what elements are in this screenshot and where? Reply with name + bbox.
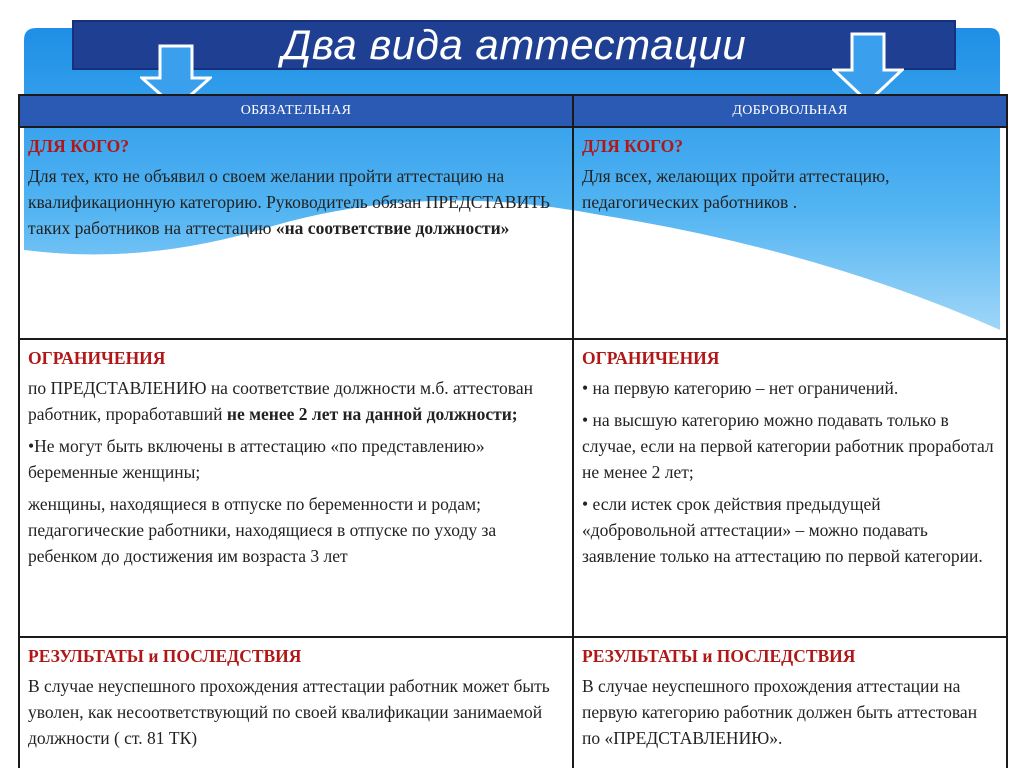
page-title: Два вида аттестации: [281, 21, 747, 68]
paragraph-bold-text: не менее 2 лет на данной должности;: [226, 404, 518, 424]
cell-mandatory-results: [19, 637, 573, 768]
attestation-table: [18, 94, 1008, 768]
cell-paragraph: Для всех, желающих пройти аттестацию, педагогических работников .: [582, 166, 890, 212]
cell-paragraph: [28, 375, 564, 427]
cell-paragraph: женщины, находящиеся в отпуске по беременности и родам; педагогические работники, находящиеся в отпуске по уходу за ребенком до достижения им возраста 3 лет: [28, 494, 497, 566]
column-header-voluntary: ДОБРОВОЛЬНАЯ: [573, 95, 1007, 127]
section-heading: ОГРАНИЧЕНИЯ: [28, 348, 166, 368]
section-heading: РЕЗУЛЬТАТЫ и ПОСЛЕДСТВИЯ: [582, 646, 856, 666]
paragraph-text: по ПРЕДСТАВЛЕНИЮ на соответствие должности м.б. аттестован работник, проработавший: [28, 378, 533, 424]
cell-paragraph: •Не могут быть включены в аттестацию «по представлению» беременные женщины;: [28, 436, 485, 482]
table-row: [19, 637, 1007, 768]
column-header-mandatory: ОБЯЗАТЕЛЬНАЯ: [19, 95, 573, 127]
cell-voluntary-who: [573, 127, 1007, 339]
cell-paragraph: В случае неуспешного прохождения аттестации на первую категорию работник должен быть аттестован по «ПРЕДСТАВЛЕНИЮ».: [582, 676, 978, 748]
cell-paragraph: • на высшую категорию можно подавать только в случае, если на первой категории работник проработал не менее 2 лет;: [582, 410, 994, 482]
paragraph-bold-text: «на соответствие должности»: [275, 218, 510, 238]
section-heading: ОГРАНИЧЕНИЯ: [582, 348, 720, 368]
cell-voluntary-limits: [573, 339, 1007, 637]
table-header-row: [19, 95, 1007, 127]
cell-paragraph: В случае неуспешного прохождения аттестации работник может быть уволен, как несоответствующий по своей квалификации занимаемой должности ( ст. 81 ТК): [28, 676, 550, 748]
paragraph-text: Для тех, кто не объявил о своем желании пройти аттестацию на квалификационную категорию. Руководитель обязан ПРЕДСТАВИТЬ таких работников на аттестацию: [28, 166, 550, 238]
cell-paragraph: • если истек срок действия предыдущей «добровольной аттестации» – можно подавать заявление только на аттестацию по первой категории.: [582, 494, 983, 566]
table-row: [19, 339, 1007, 637]
cell-paragraph: • на первую категорию – нет ограничений.: [582, 378, 899, 398]
section-heading: ДЛЯ КОГО?: [582, 136, 684, 156]
section-heading: ДЛЯ КОГО?: [28, 136, 130, 156]
cell-mandatory-who: [19, 127, 573, 339]
cell-mandatory-limits: [19, 339, 573, 637]
section-heading: РЕЗУЛЬТАТЫ и ПОСЛЕДСТВИЯ: [28, 646, 302, 666]
cell-voluntary-results: [573, 637, 1007, 768]
cell-paragraph: [28, 163, 564, 241]
table-row: [19, 127, 1007, 339]
